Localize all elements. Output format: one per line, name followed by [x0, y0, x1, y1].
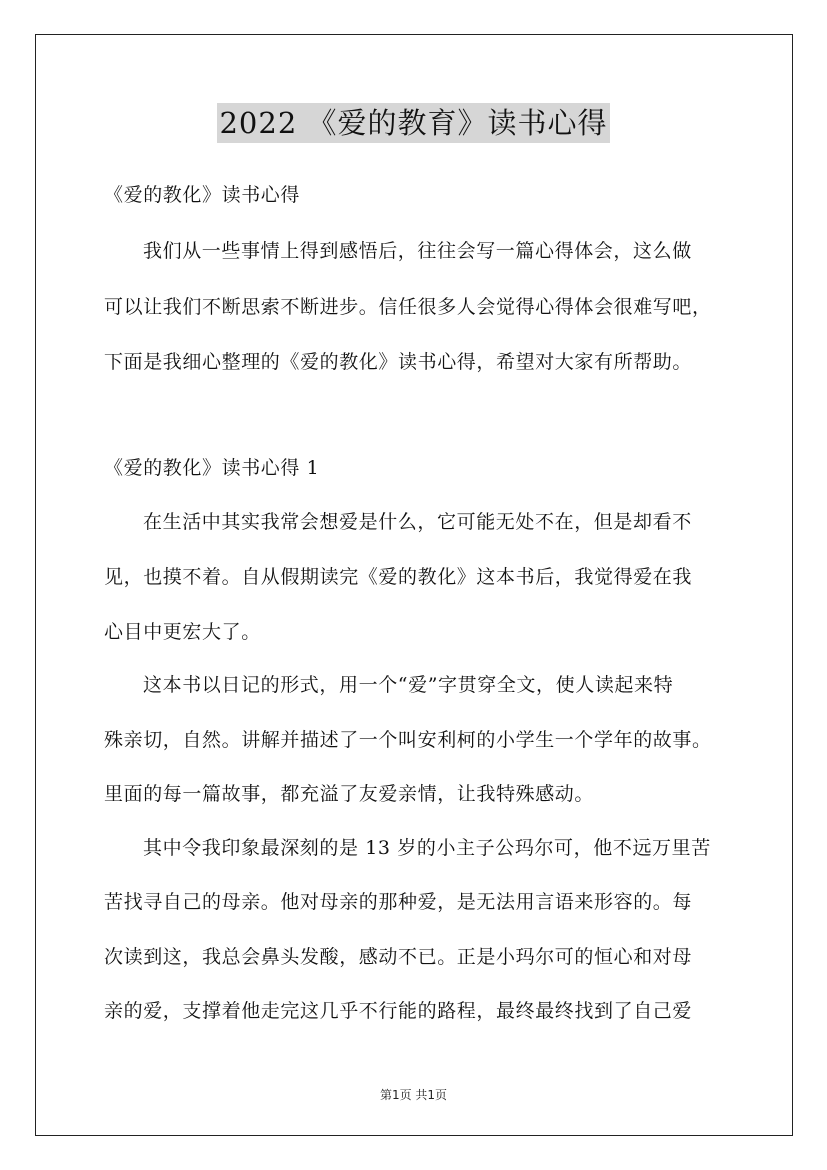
- paragraph-line: 心目中更宏大了。: [104, 621, 261, 643]
- paragraph-line: 我们从一些事情上得到感悟后，往往会写一篇心得体会，这么做: [143, 240, 692, 262]
- paragraph-line: 次读到这，我总会鼻头发酸，感动不已。正是小玛尔可的恒心和对母: [104, 946, 693, 968]
- paragraph-line: 里面的每一篇故事，都充溢了友爱亲情，让我特殊感动。: [104, 783, 595, 805]
- page-number: 第1页 共1页: [379, 1088, 448, 1102]
- document-title: 2022 《爱的教育》读书心得: [217, 103, 609, 143]
- paragraph-line: 在生活中其实我常会想爱是什么，它可能无处不在，但是却看不: [143, 511, 692, 533]
- paragraph-line: 亲的爱，支撑着他走完这几乎不行能的路程，最终最终找到了自己爱: [104, 1000, 693, 1022]
- section-heading: 《爱的教化》读书心得 1: [104, 457, 320, 479]
- title-container: [0, 103, 827, 143]
- subtitle: 《爱的教化》读书心得: [104, 184, 301, 206]
- paragraph-line: 可以让我们不断思索不断进步。信任很多人会觉得心得体会很难写吧，: [104, 296, 712, 318]
- paragraph-line: 见，也摸不着。自从假期读完《爱的教化》这本书后，我觉得爱在我: [104, 566, 693, 588]
- paragraph-line: 殊亲切，自然。讲解并描述了一个叫安利柯的小学生一个学年的故事。: [104, 729, 712, 751]
- paragraph-line: 下面是我细心整理的《爱的教化》读书心得，希望对大家有所帮助。: [104, 351, 693, 373]
- paragraph-line: 这本书以日记的形式，用一个“爱”字贯穿全文，使人读起来特: [143, 674, 674, 696]
- paragraph-line: 苦找寻自己的母亲。他对母亲的那种爱，是无法用言语来形容的。每: [104, 891, 693, 913]
- paragraph-line: 其中令我印象最深刻的是 13 岁的小主子公玛尔可，他不远万里苦: [143, 837, 711, 859]
